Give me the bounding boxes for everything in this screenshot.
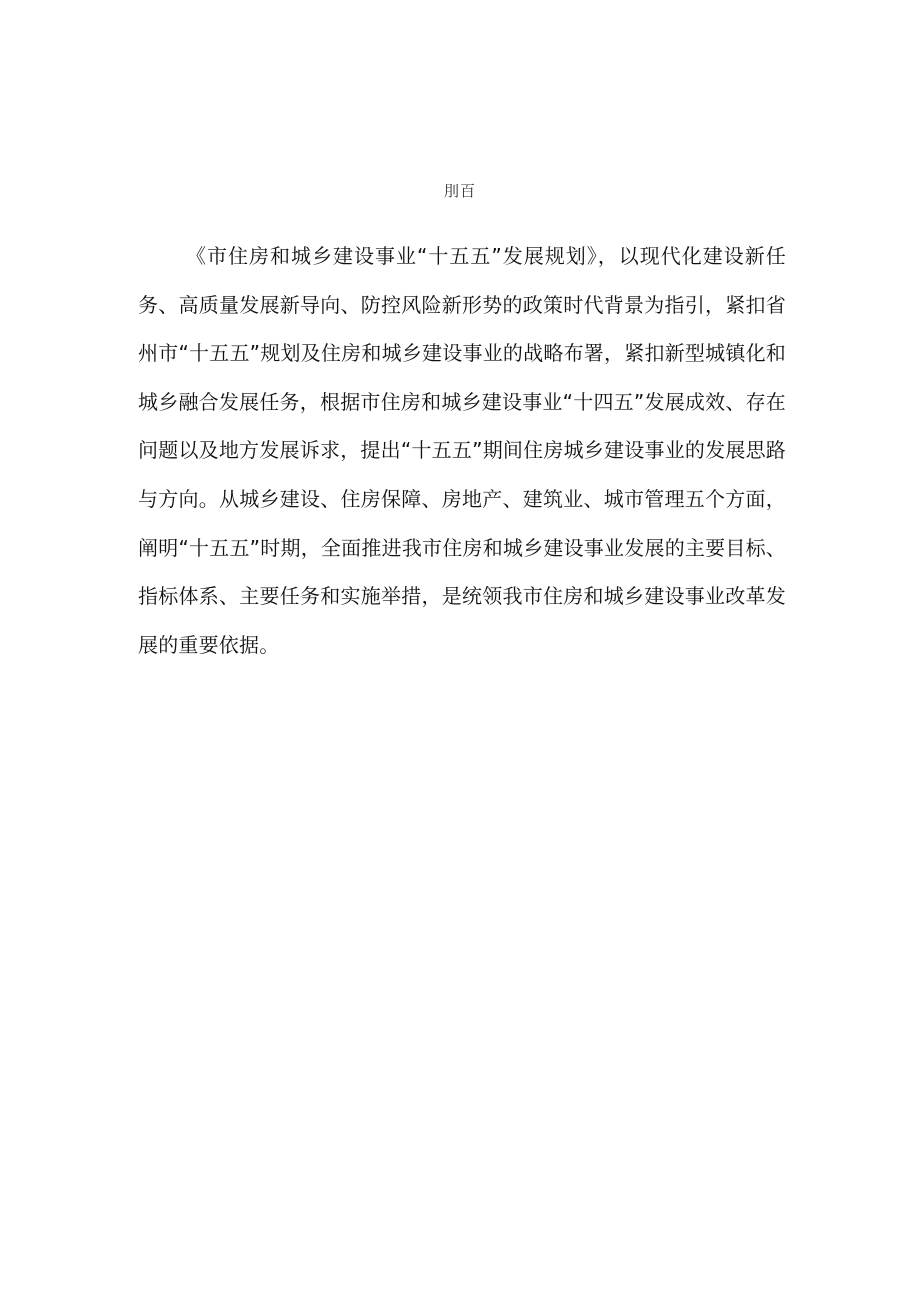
body-paragraph: 《市住房和城乡建设事业“十五五”发展规划》，以现代化建设新任务、高质量发展新导向、防控风险新形势的政策时代背景为指引，紧扣省州市“十五五”规划及住房和城乡建设事业的战略布署，紧扣新型城镇化和城乡融合发展任务，根据市住房和城乡建设事业“十四五”发展成效、存在问题以及地方发展诉求，提出“十五五”期间住房城乡建设事业的发展思路与方向。从城乡建设、住房保障、房地产、建筑业、城市管理五个方面，阐明“十五五”时期，全面推进我市住房和城乡建设事业发展的主要目标、指标体系、主要任务和实施举措，是统领我市住房和城乡建设事业改革发展的重要依据。 — [138, 244, 786, 657]
document-heading: 刖百 — [443, 182, 476, 200]
